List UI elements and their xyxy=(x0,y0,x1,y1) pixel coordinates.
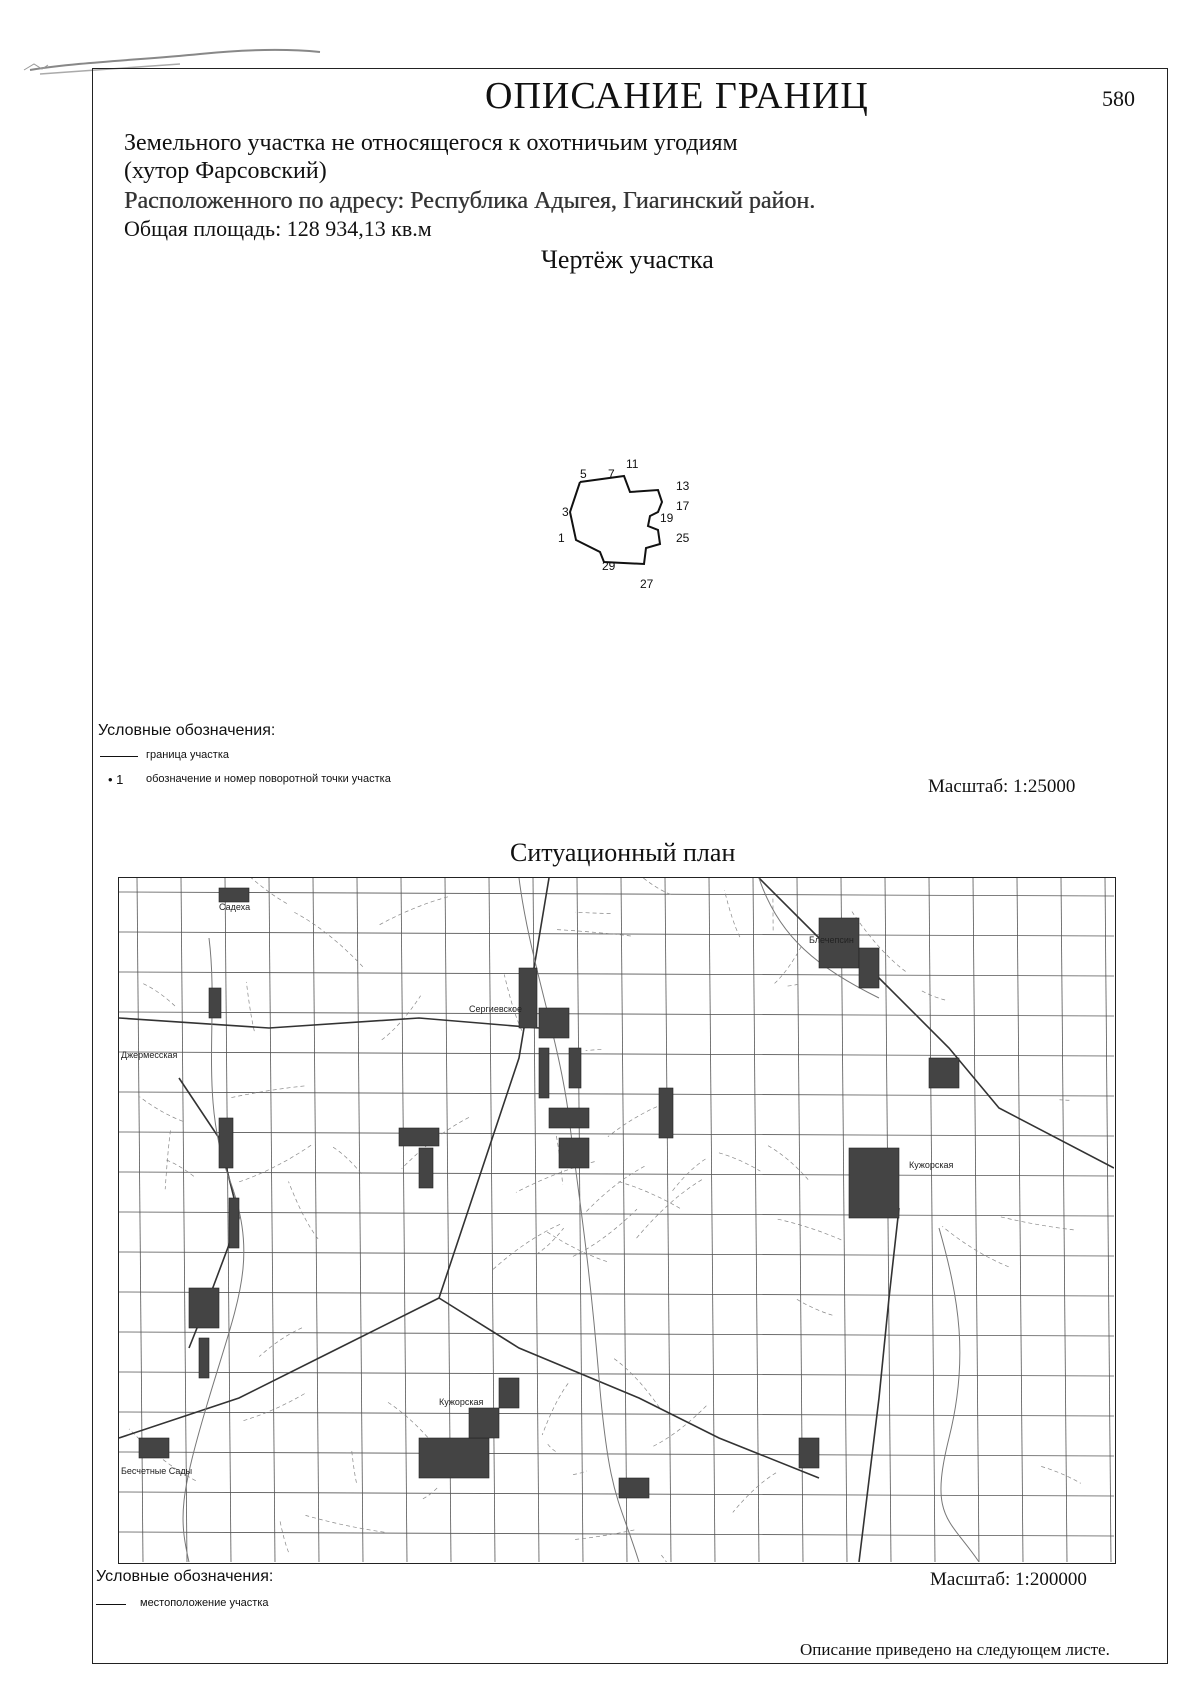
continuation-note: Описание приведено на следующем листе. xyxy=(800,1640,1110,1659)
map-field-road xyxy=(165,1130,170,1189)
map-label-kuzhorskaya: Кужорская xyxy=(439,1397,484,1407)
map-grid-line xyxy=(313,878,319,1562)
map-grid-line xyxy=(709,878,715,1562)
map-grid-line xyxy=(119,1052,1114,1056)
map-label-kuzhorskaya-east: Кужорская xyxy=(909,1160,954,1170)
map-field-road xyxy=(920,990,945,1000)
map-grid-line xyxy=(181,878,187,1562)
map-grid-line xyxy=(119,892,1114,896)
map-field-road xyxy=(1041,1467,1081,1484)
map-field-road xyxy=(423,1486,439,1499)
drawing-scale: Масштаб: 1:25000 xyxy=(928,776,1076,797)
map-field-road xyxy=(306,1515,385,1532)
map-field-road xyxy=(243,1392,306,1420)
map-grid-line xyxy=(119,1132,1114,1136)
map-grid-line xyxy=(119,1092,1114,1096)
map-grid-line xyxy=(753,878,759,1562)
boundary-line-symbol xyxy=(100,756,138,757)
map-label-sergievskoe: Сергиевское xyxy=(469,1004,523,1014)
map-field-road xyxy=(643,878,671,894)
map-grid-line xyxy=(401,878,407,1562)
map-grid-line xyxy=(119,1532,1114,1536)
map-grid-line xyxy=(119,932,1114,936)
map-field-road xyxy=(378,897,448,926)
map-grid-line xyxy=(119,1252,1114,1256)
map-label-blechepsin: Блечепсин xyxy=(809,935,854,945)
map-grid-line xyxy=(489,878,495,1562)
map-field-road xyxy=(636,1180,702,1239)
map-grid-line xyxy=(973,878,979,1562)
map-legend-heading: Условные обозначения: xyxy=(96,1568,274,1585)
map-grid-line xyxy=(1061,878,1067,1562)
map-field-road xyxy=(671,1159,705,1193)
point-label-5: 5 xyxy=(580,467,587,481)
map-grid-line xyxy=(119,1372,1114,1376)
map-grid-line xyxy=(119,1332,1114,1336)
map-field-road xyxy=(229,1086,304,1098)
map-grid-line xyxy=(119,1212,1114,1216)
map-field-road xyxy=(724,890,739,937)
point-label-1: 1 xyxy=(558,531,565,545)
map-field-road xyxy=(788,985,798,987)
document-title: ОПИСАНИЕ ГРАНИЦ xyxy=(485,75,869,117)
map-field-road xyxy=(999,1217,1073,1230)
map-label-beschetnye-sady: Бесчетные Сады xyxy=(121,1466,193,1476)
parcel-boundary-drawing xyxy=(540,440,700,600)
legend-heading: Условные обозначения: xyxy=(98,722,276,739)
situational-plan-title: Ситуационный план xyxy=(510,838,736,867)
map-field-road xyxy=(536,1228,563,1254)
point-label-29: 29 xyxy=(602,559,616,573)
map-field-road xyxy=(661,1555,683,1562)
parcel-area: Общая площадь: 128 934,13 кв.м xyxy=(124,216,432,241)
drawing-title: Чертёж участка xyxy=(541,245,714,274)
map-field-road xyxy=(573,1471,587,1475)
map-grid-line xyxy=(1105,878,1111,1562)
map-field-road xyxy=(280,1520,289,1552)
point-label-11: 11 xyxy=(626,457,639,471)
map-grid-line xyxy=(119,1412,1114,1416)
map-field-road xyxy=(542,1383,568,1435)
map-field-road xyxy=(586,1049,602,1050)
map-field-road xyxy=(545,1231,607,1262)
map-grid-line xyxy=(119,1292,1114,1296)
map-grid-line xyxy=(269,878,275,1562)
map-field-road xyxy=(289,1182,319,1239)
map-field-road xyxy=(608,1104,663,1137)
point-legend-label: обозначение и номер поворотной точки участка xyxy=(146,773,391,785)
map-grid-line xyxy=(137,878,143,1562)
page-number: 580 xyxy=(1102,86,1135,111)
map-field-road xyxy=(246,982,254,1031)
map-scale: Масштаб: 1:200000 xyxy=(930,1569,1087,1590)
map-field-road xyxy=(733,1473,776,1513)
parcel-description: Земельного участка не относящегося к охотничьим угодиям xyxy=(124,130,738,156)
situational-map xyxy=(118,877,1116,1564)
map-field-road xyxy=(619,1182,680,1209)
map-grid-line xyxy=(885,878,891,1562)
point-label-19: 19 xyxy=(660,511,674,525)
map-field-road xyxy=(143,984,176,1008)
map-field-road xyxy=(333,1147,363,1175)
map-field-road xyxy=(140,1097,183,1121)
map-field-road xyxy=(719,1153,760,1171)
map-field-road xyxy=(239,1145,312,1182)
map-field-road xyxy=(778,1219,843,1240)
map-grid-line xyxy=(357,878,363,1562)
map-grid xyxy=(119,878,1114,1562)
map-field-road xyxy=(259,1328,302,1357)
parcel-farm-name: (хутор Фарсовский) xyxy=(124,158,327,184)
map-label-saduha: Садеха xyxy=(219,902,251,912)
map-grid-line xyxy=(119,1452,1114,1456)
map-grid-line xyxy=(119,1172,1114,1176)
map-grid-line xyxy=(119,1012,1114,1016)
map-field-road xyxy=(775,944,803,984)
point-label-25: 25 xyxy=(676,531,690,545)
map-settlements xyxy=(139,888,959,1498)
location-line-symbol xyxy=(96,1604,126,1605)
map-label-dzhermesskaya: Джермесская xyxy=(121,1050,178,1060)
point-label-13: 13 xyxy=(676,479,690,493)
location-legend-label: местоположение участка xyxy=(140,1597,269,1609)
map-roads xyxy=(119,878,1114,1562)
map-field-road xyxy=(493,1224,560,1269)
parcel-address: Расположенного по адресу: Республика Адыгея, Гиагинский район. xyxy=(124,188,816,214)
map-field-road xyxy=(575,912,610,913)
map-field-road xyxy=(352,1451,357,1483)
map-grid-line xyxy=(929,878,935,1562)
map-field-road xyxy=(614,1359,660,1409)
map-field-road xyxy=(1060,1100,1070,1101)
point-label-7: 7 xyxy=(608,467,615,481)
map-field-road xyxy=(548,1444,556,1451)
map-field-road xyxy=(294,912,364,968)
map-field-road xyxy=(166,1160,195,1178)
map-field-road xyxy=(942,1226,1008,1266)
point-label-17: 17 xyxy=(676,499,690,513)
parcel-boundary xyxy=(570,476,662,564)
map-grid-line xyxy=(665,878,671,1562)
boundary-legend-label: граница участка xyxy=(146,749,229,761)
map-grid-line xyxy=(621,878,627,1562)
map-grid-line xyxy=(119,972,1114,976)
point-label-27: 27 xyxy=(640,577,654,591)
point-legend-symbol: • 1 xyxy=(108,772,124,787)
map-field-road xyxy=(573,1209,637,1256)
point-label-3: 3 xyxy=(562,505,569,519)
map-grid-line xyxy=(1017,878,1023,1562)
